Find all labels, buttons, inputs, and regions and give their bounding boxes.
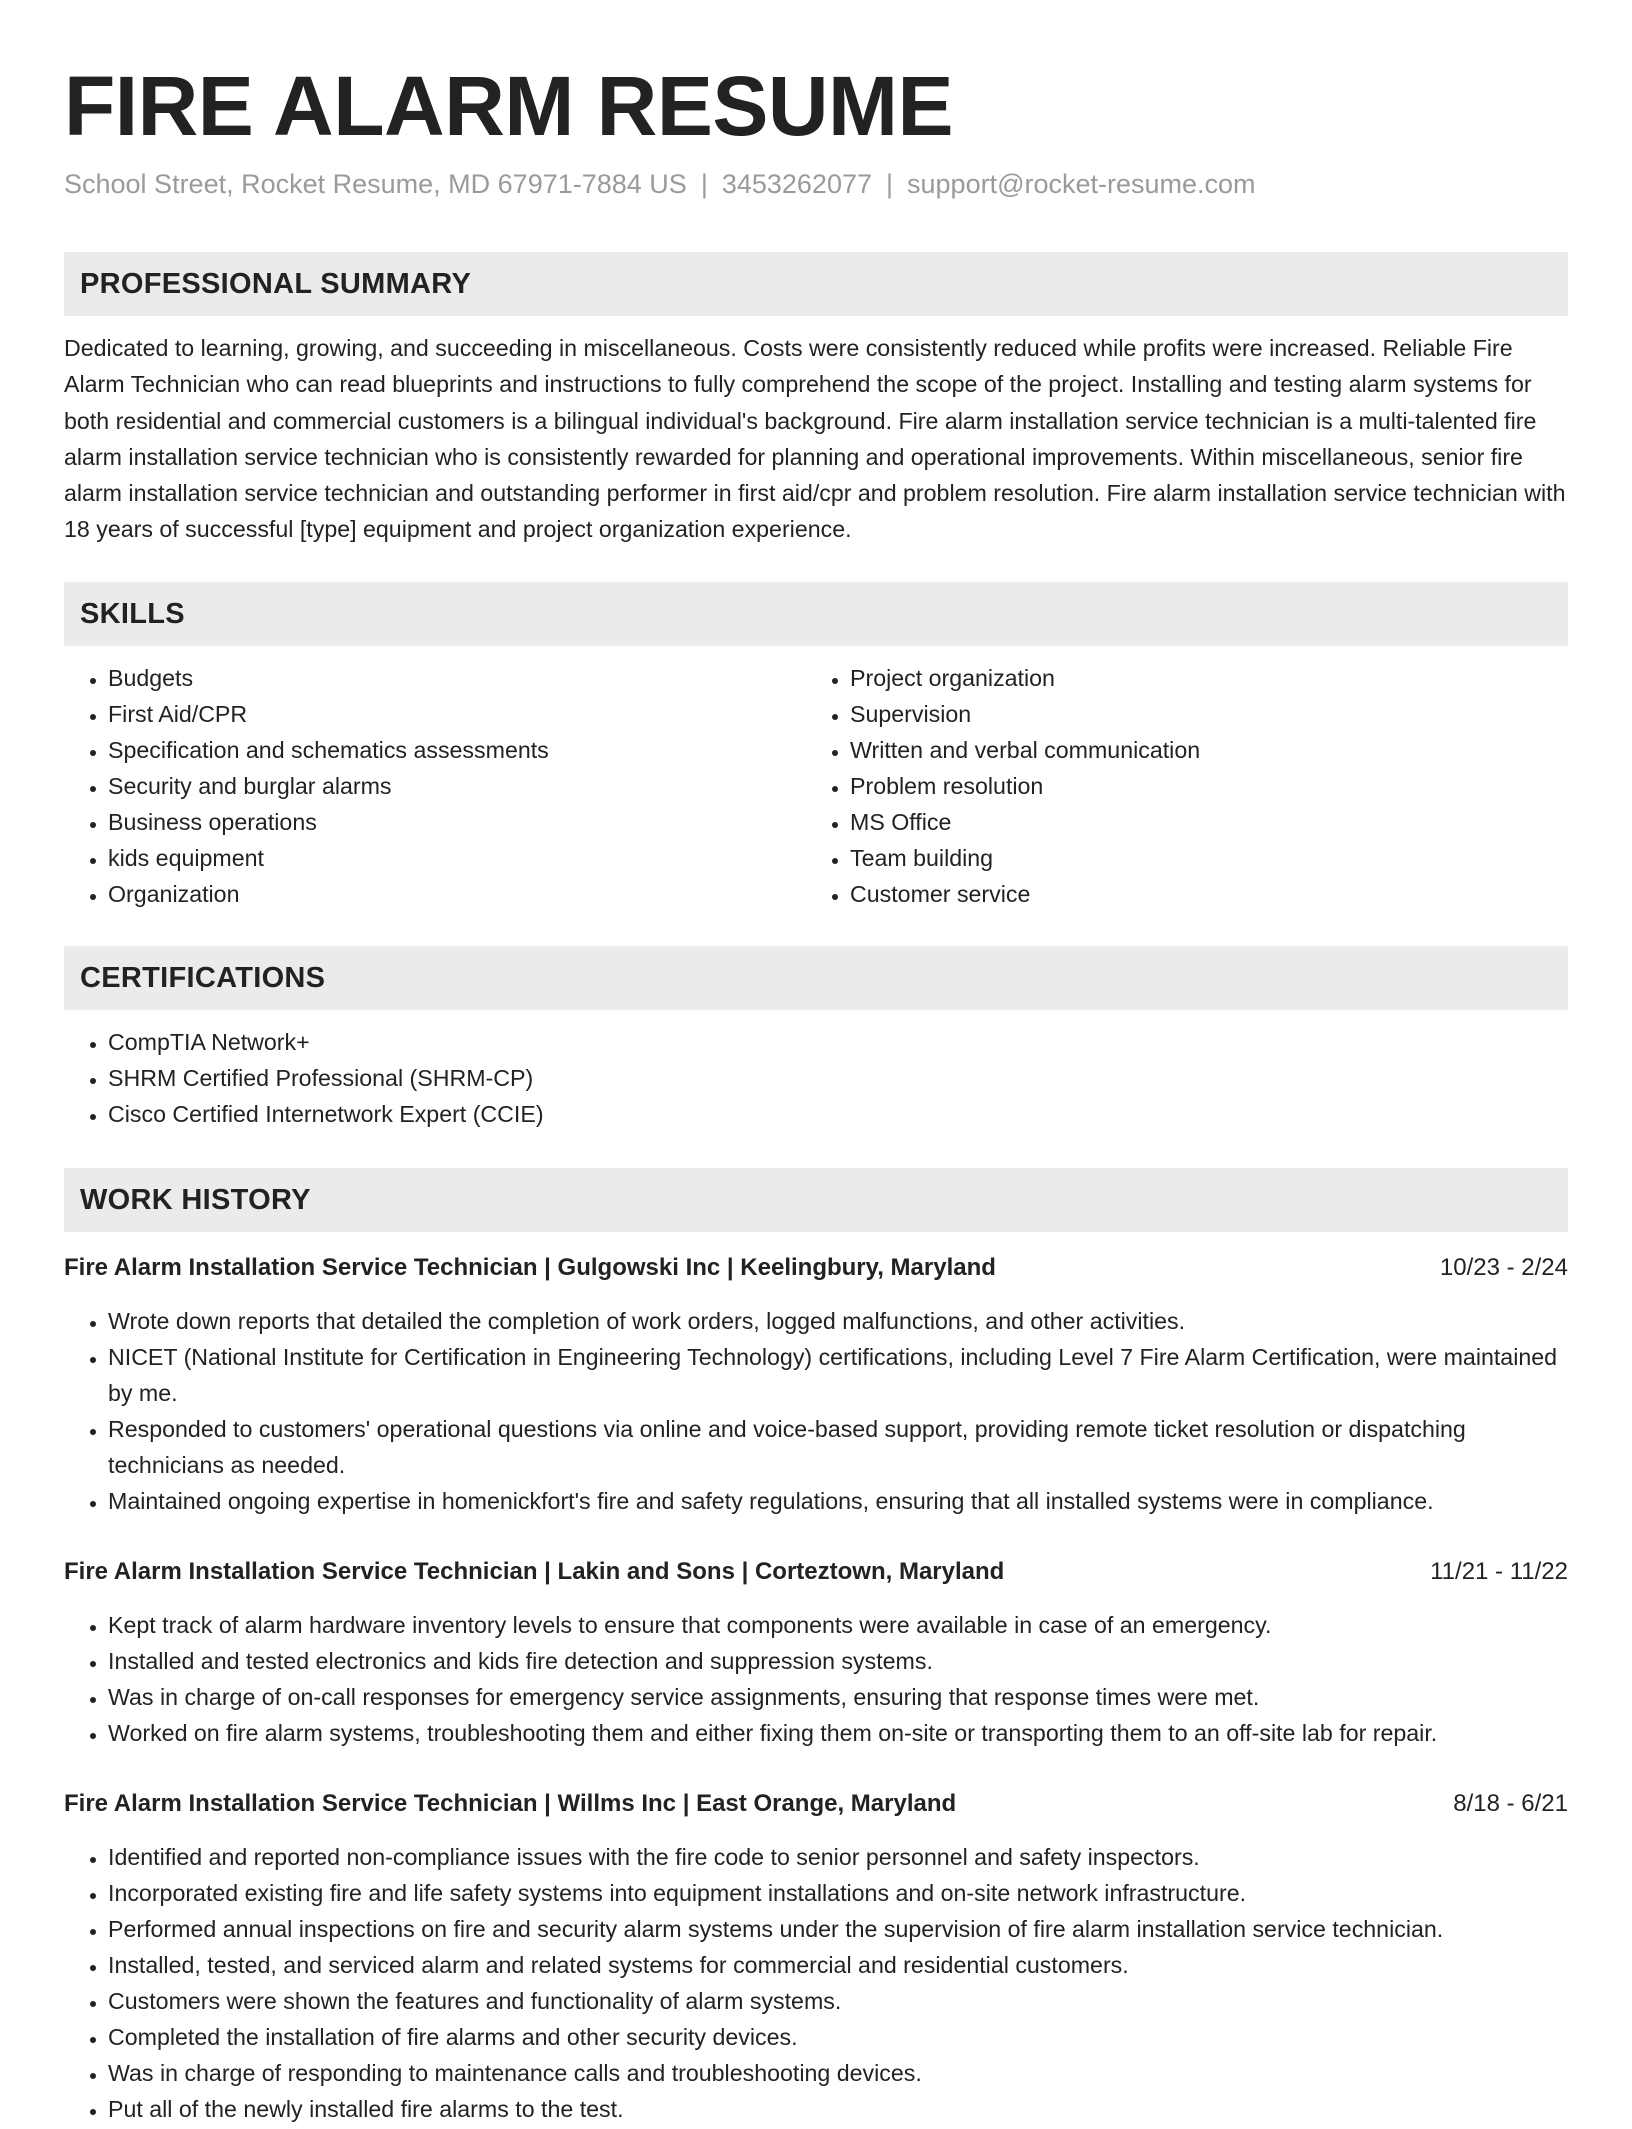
skill-item: • Supervision bbox=[850, 696, 1550, 732]
job-bullet: • Identified and reported non-compliance issues with the fire code to senior personnel and safety inspectors. bbox=[108, 1839, 1568, 1875]
contact-line bbox=[64, 166, 1256, 202]
contact-phone: 3453262077 bbox=[721, 169, 872, 199]
work-history-heading: WORK HISTORY bbox=[64, 1168, 1568, 1232]
contact-address: School Street, Rocket Resume, MD 67971-7884 US bbox=[64, 169, 687, 199]
skill-item: • MS Office bbox=[850, 804, 1550, 840]
job-bullet: • Wrote down reports that detailed the completion of work orders, logged malfunctions, and other activities. bbox=[108, 1303, 1568, 1339]
skill-item: • First Aid/CPR bbox=[108, 696, 808, 732]
job-dates: 11/21 - 11/22 bbox=[1430, 1558, 1568, 1585]
skill-item: • Budgets bbox=[108, 660, 808, 696]
summary-heading: PROFESSIONAL SUMMARY bbox=[64, 252, 1568, 316]
certifications-list bbox=[64, 1024, 1568, 1132]
certification-item: • Cisco Certified Internetwork Expert (CCIE) bbox=[108, 1096, 1568, 1132]
certifications-heading: CERTIFICATIONS bbox=[64, 946, 1568, 1010]
job-title: Fire Alarm Installation Service Technician | Lakin and Sons | Corteztown, Maryland bbox=[64, 1558, 1005, 1585]
job-bullet: • Kept track of alarm hardware inventory levels to ensure that components were available in case of an emergency. bbox=[108, 1607, 1568, 1643]
job-bullet: • Customers were shown the features and functionality of alarm systems. bbox=[108, 1983, 1568, 2019]
job-dates: 10/23 - 2/24 bbox=[1439, 1254, 1568, 1281]
job-bullet: • Was in charge of responding to maintenance calls and troubleshooting devices. bbox=[108, 2055, 1568, 2091]
skill-item: • Problem resolution bbox=[850, 768, 1550, 804]
job-bullets bbox=[64, 1839, 1568, 2127]
resume-title: FIRE ALARM RESUME bbox=[64, 59, 954, 153]
job-bullet: • Performed annual inspections on fire and security alarm systems under the supervision of fire alarm installation service technician. bbox=[108, 1911, 1568, 1947]
job-bullet: • Responded to customers' operational questions via online and voice-based support, providing remote ticket resolution or dispatching technicians as needed. bbox=[108, 1411, 1568, 1483]
job-header bbox=[64, 1786, 1568, 1822]
job-bullet: • Was in charge of on-call responses for emergency service assignments, ensuring that response times were met. bbox=[108, 1679, 1568, 1715]
job-bullet: • Installed and tested electronics and kids fire detection and suppression systems. bbox=[108, 1643, 1568, 1679]
job-header bbox=[64, 1554, 1568, 1590]
job-header bbox=[64, 1250, 1568, 1286]
job-bullet: • NICET (National Institute for Certification in Engineering Technology) certifications, including Level 7 Fire Alarm Certification, were maintained by me. bbox=[108, 1339, 1568, 1411]
skill-item: • Business operations bbox=[108, 804, 808, 840]
skill-item: • Written and verbal communication bbox=[850, 732, 1550, 768]
job-bullets bbox=[64, 1303, 1568, 1519]
contact-email[interactable]: support@rocket-resume.com bbox=[907, 169, 1256, 199]
skills-list-right bbox=[806, 660, 1550, 912]
job-bullet: • Maintained ongoing expertise in homenickfort's fire and safety regulations, ensuring that all installed systems were in compliance. bbox=[108, 1483, 1568, 1519]
skill-item: • kids equipment bbox=[108, 840, 808, 876]
job-bullet: • Installed, tested, and serviced alarm and related systems for commercial and residential customers. bbox=[108, 1947, 1568, 1983]
summary-text: Dedicated to learning, growing, and succeeding in miscellaneous. Costs were consistently reduced while profits were increased. Reliable Fire Alarm Technician who can read blueprints and instructions to fully comprehend the scope of the project. Installing and testing alarm systems for both residential and commercial customers is a bilingual individual's background. Fire alarm installation service technician is a multi-talented fire alarm installation service technician who is consistently rewarded for planning and operational improvements. Within miscellaneous, senior fire alarm installation service technician and outstanding performer in first aid/cpr and problem resolution. Fire alarm installation service technician with 18 years of successful [type] equipment and project organization experience. bbox=[64, 335, 1566, 543]
job-dates: 8/18 - 6/21 bbox=[1453, 1790, 1568, 1817]
contact-separator: | bbox=[700, 169, 708, 199]
certification-item: • SHRM Certified Professional (SHRM-CP) bbox=[108, 1060, 1568, 1096]
job-bullet: • Worked on fire alarm systems, troubleshooting them and either fixing them on-site or transporting them to an off-site lab for repair. bbox=[108, 1715, 1568, 1751]
certification-item: • CompTIA Network+ bbox=[108, 1024, 1568, 1060]
skills-list-left bbox=[64, 660, 808, 912]
job-title: Fire Alarm Installation Service Technician | Gulgowski Inc | Keelingbury, Maryland bbox=[64, 1254, 996, 1281]
skill-item: • Project organization bbox=[850, 660, 1550, 696]
skill-item: • Security and burglar alarms bbox=[108, 768, 808, 804]
job-bullets bbox=[64, 1607, 1568, 1751]
skill-item: • Team building bbox=[850, 840, 1550, 876]
skill-item: • Specification and schematics assessments bbox=[108, 732, 808, 768]
job-bullet: • Incorporated existing fire and life safety systems into equipment installations and on-site network infrastructure. bbox=[108, 1875, 1568, 1911]
job-title: Fire Alarm Installation Service Technician | Willms Inc | East Orange, Maryland bbox=[64, 1790, 957, 1817]
contact-separator: | bbox=[886, 169, 894, 199]
skill-item: • Customer service bbox=[850, 876, 1550, 912]
job-bullet: • Completed the installation of fire alarms and other security devices. bbox=[108, 2019, 1568, 2055]
job-bullet: • Put all of the newly installed fire alarms to the test. bbox=[108, 2091, 1568, 2127]
skills-heading: SKILLS bbox=[64, 582, 1568, 646]
skill-item: • Organization bbox=[108, 876, 808, 912]
